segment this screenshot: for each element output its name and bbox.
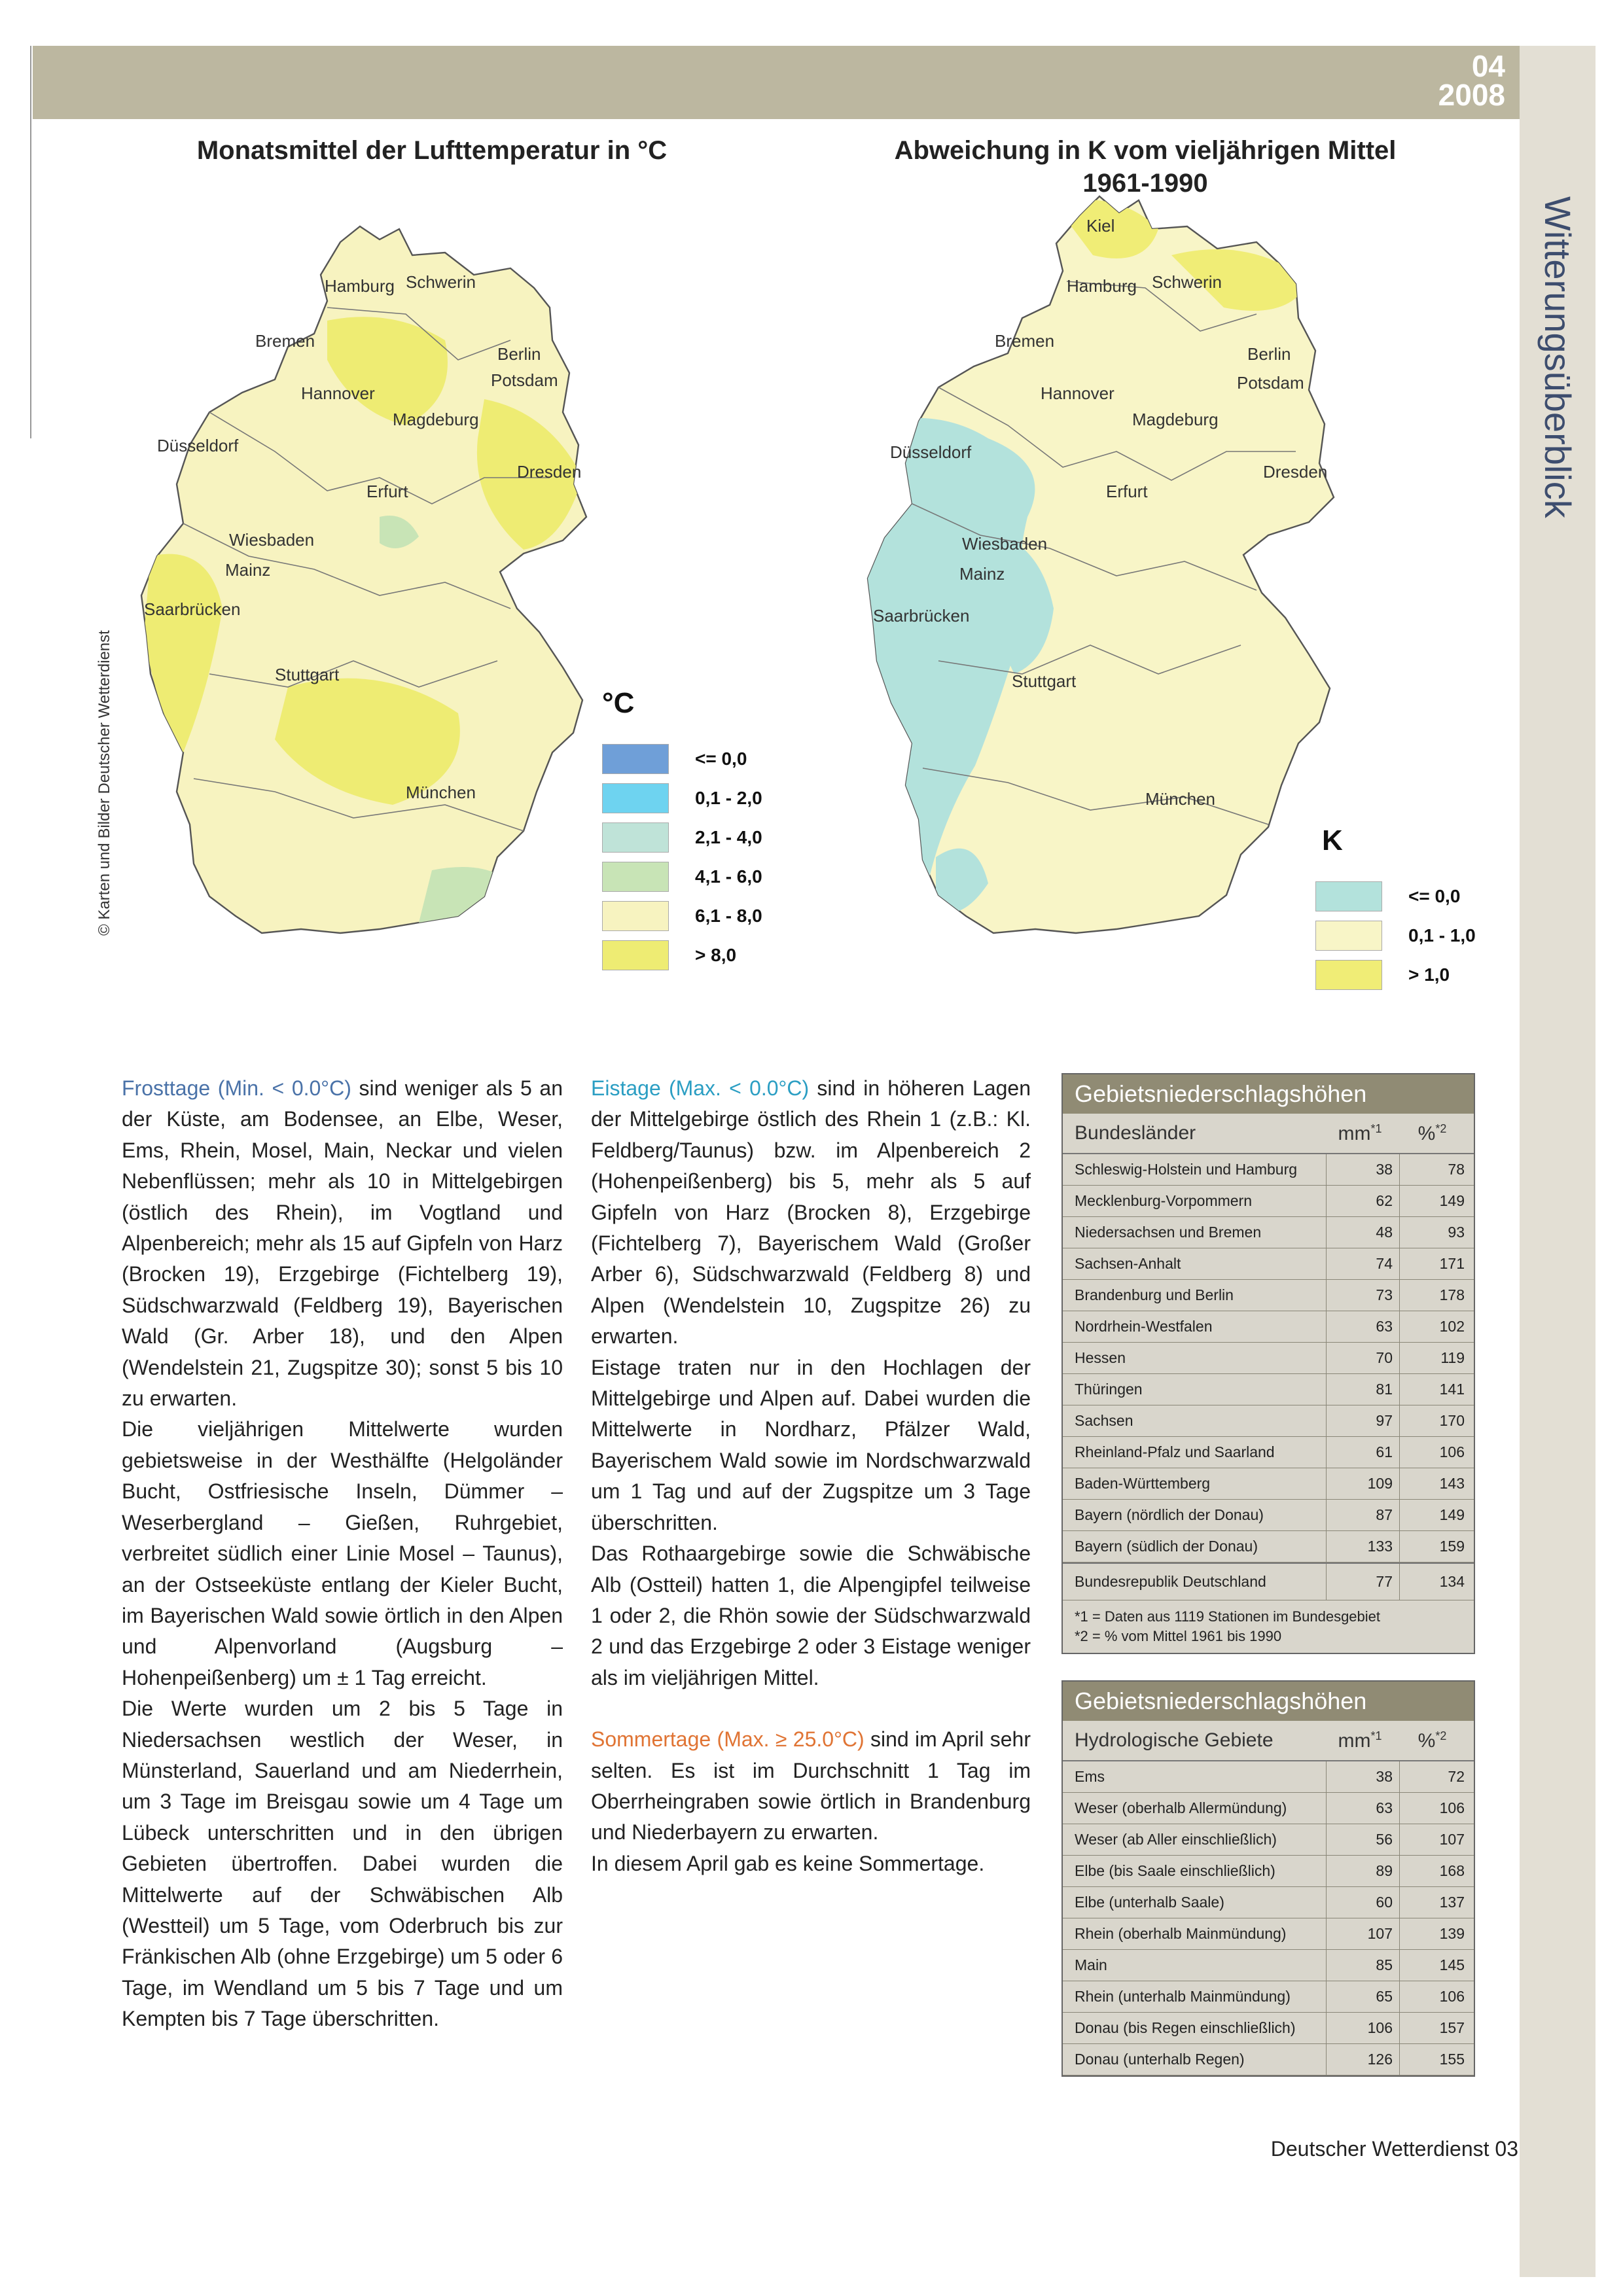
city-erfurt-left: Erfurt [366,482,408,501]
table-row [1063,1887,1474,1918]
legend-deviation [1315,877,1476,995]
cell-mm: 85 [1327,1950,1400,1981]
legend-label: > 1,0 [1408,964,1450,985]
cell-mm: 81 [1327,1374,1400,1405]
temperature-map [131,216,681,981]
legend-swatch [1315,921,1382,951]
cell-mm: 56 [1327,1824,1400,1855]
col-header-mm-sup: *1 [1370,1729,1382,1742]
image-credit-text: © Karten und Bilder Deutscher Wetterdienst [96,630,113,936]
table-hydrologische-gebiete [1061,1680,1475,2077]
table-row [1063,1280,1474,1311]
frosttage-text: sind weniger als 5 an der Küste, am Bodensee, an Elbe, Weser, Ems, Rhein, Mosel, Main, Neckar und vielen Nebenflüssen; mehr als 10 in Mittelgebirgen (östlich des Rhein), im Vogtland und Alpenbereich; mehr als 15 auf Gipfeln von Harz (Brocken 19), Erzgebirge (Fichtelberg 19), Südschwarzwald (Feldberg 19), Bayerischen Wald (Gr. Arber 18), und den Alpen (Wendelstein 21, Zugspitze 30); sonst 5 bis 10 zu erwarten. [122,1076,563,1411]
cell-pct: 102 [1439,1318,1465,1335]
city-potsdam-left: Potsdam [491,370,558,390]
cell-pct: 155 [1439,2051,1465,2068]
table-row [1063,1248,1474,1280]
table-row [1063,1981,1474,2013]
col-header-pct-sup: *2 [1435,1122,1447,1135]
cell-name: Weser (ab Aller einschließlich) [1063,1824,1327,1855]
legend-label: > 8,0 [695,945,737,965]
cell-name: Rheinland-Pfalz und Saarland [1063,1437,1327,1468]
cell-name: Ems [1063,1761,1327,1792]
map-title-temperature: Monatsmittel der Lufttemperatur in °C [196,136,668,165]
city-hannover-right: Hannover [1041,383,1115,403]
col-header-mm [1327,1729,1400,1752]
col-header-mm [1327,1122,1400,1145]
legend-label: 4,1 - 6,0 [695,866,762,887]
cell-pct: 145 [1439,1956,1465,1973]
footnote-1: *1 = Daten aus 1119 Stationen im Bundesgebiet [1075,1608,1381,1625]
cell-pct: 137 [1439,1894,1465,1911]
col-header-mm-sup: *1 [1370,1122,1382,1135]
cell-pct: 141 [1439,1381,1465,1398]
legend-row [602,818,762,857]
city-dresden-right: Dresden [1263,462,1328,482]
city-potsdam-right: Potsdam [1237,373,1304,393]
cell-name: Sachsen-Anhalt [1063,1248,1327,1279]
cell-mm: 62 [1327,1186,1400,1216]
legend-label: 6,1 - 8,0 [695,906,762,926]
city-saarbruecken-left: Saarbrücken [144,599,241,619]
heading-frosttage: Frosttage (Min. < 0.0°C) [122,1076,351,1100]
city-schwerin-right: Schwerin [1152,272,1222,292]
paragraph-abweichung: Die Werte wurden um 2 bis 5 Tage in Niedersachsen westlich der Weser, in Münsterland, Sauerland und am Niederrhein, um 3 Tage im Breisgau sowie um 4 Tage um Lübeck unterschritten und in den übrigen Gebieten übertroffen. Dabei wurden die Mittelwerte auf der Schwäbischen Alb (Westteil) um 5 Tage, vom Oderbruch bis zur Fränkischen Alb (ohne Erzgebirge) um 5 oder 6 Tage, im Wendland um 5 bis 7 Tage und um Kempten bis 7 Tage überschritten. [122,1697,563,2031]
sidebar-title-text: Witterungsüberblick [1537,196,1578,518]
cell-pct: 78 [1448,1161,1465,1178]
col-header-name: Hydrologische Gebiete [1075,1729,1274,1751]
table-header [1063,1114,1474,1154]
cell-name: Weser (oberhalb Allermündung) [1063,1793,1327,1824]
spacer [591,1693,1031,1724]
cell-name: Sachsen [1063,1405,1327,1436]
cell-mm: 70 [1327,1343,1400,1373]
heading-eistage: Eistage (Max. < 0.0°C) [591,1076,810,1100]
city-wiesbaden-left: Wiesbaden [229,530,315,550]
page-footer [1217,2137,1518,2161]
city-kiel-right: Kiel [1086,216,1115,236]
cell-mm: 89 [1327,1856,1400,1886]
table-row [1063,1311,1474,1343]
sidebar-title [1526,196,1589,537]
footer-page-number: 03 [1495,2137,1518,2161]
table-row [1063,2044,1474,2075]
cell-mm: 63 [1327,1793,1400,1824]
cell-name: Bayern (südlich der Donau) [1063,1531,1327,1562]
legend-row [602,936,762,975]
table-row [1063,1856,1474,1887]
table-body [1063,1761,1474,2075]
text-column-eistage [591,1073,1031,1879]
legend-label: 0,1 - 1,0 [1408,925,1476,945]
cell-pct: 143 [1439,1475,1465,1492]
issue-number: 04 [1471,49,1505,83]
footnote-2: *2 = % vom Mittel 1961 bis 1990 [1075,1628,1282,1644]
cell-pct: 106 [1439,1988,1465,2005]
cell-name: Schleswig-Holstein und Hamburg [1063,1154,1327,1185]
legend-swatch [602,822,669,853]
cell-mm: 65 [1327,1981,1400,2012]
table-row [1063,1950,1474,1981]
table-row-total [1063,1563,1474,1600]
issue-year: 2008 [1438,78,1505,112]
map-title-deviation-text: Abweichung in K vom vieljährigen Mittel 1961-1990 [894,136,1397,198]
legend-label: 0,1 - 2,0 [695,788,762,808]
cell-pct: 178 [1439,1286,1465,1303]
cell-mm: 106 [1327,2013,1400,2043]
paragraph-eistage [591,1073,1031,1352]
legend-swatch [602,744,669,774]
cell-pct: 106 [1439,1443,1465,1460]
table-title: Gebietsniederschlagshöhen [1063,1682,1474,1721]
legend-row [602,739,762,779]
legend-label: 2,1 - 4,0 [695,827,762,847]
cell-pct: 139 [1439,1925,1465,1942]
deviation-map [857,177,1433,981]
cell-name: Nordrhein-Westfalen [1063,1311,1327,1342]
col-header-pct [1400,1122,1471,1145]
table-row [1063,1468,1474,1500]
legend-temperature [602,739,762,975]
table-header [1063,1721,1474,1761]
cell-pct: 168 [1439,1862,1465,1879]
city-hamburg-right: Hamburg [1067,276,1137,296]
cell-name: Baden-Württemberg [1063,1468,1327,1499]
col-header-pct-text: % [1418,1122,1436,1144]
legend-label: <= 0,0 [1408,886,1461,906]
cell-name: Rhein (oberhalb Mainmündung) [1063,1918,1327,1949]
city-dresden-left: Dresden [517,462,582,482]
table-row [1063,1500,1474,1531]
cell-mm: 87 [1327,1500,1400,1530]
cell-name: Hessen [1063,1343,1327,1373]
cell-pct: 134 [1439,1573,1465,1590]
cell-mm: 133 [1327,1531,1400,1562]
legend-swatch [602,940,669,970]
table-row [1063,1793,1474,1824]
cell-pct: 157 [1439,2019,1465,2036]
paragraph-frosttage [122,1073,563,1414]
cell-pct: 170 [1439,1412,1465,1429]
legend-row [1315,916,1476,955]
table-bundeslaender [1061,1073,1475,1654]
city-wiesbaden-right: Wiesbaden [962,534,1048,554]
table-row [1063,1343,1474,1374]
cell-mm: 77 [1327,1564,1400,1600]
city-mainz-right: Mainz [959,564,1005,584]
col-header-pct [1400,1729,1471,1752]
city-muenchen-left: München [406,783,476,802]
city-magdeburg-right: Magdeburg [1132,410,1219,429]
cell-pct: 159 [1439,1538,1465,1555]
table-title: Gebietsniederschlagshöhen [1063,1074,1474,1114]
city-berlin-right: Berlin [1247,344,1291,364]
cell-pct: 119 [1440,1349,1465,1366]
cell-name: Thüringen [1063,1374,1327,1405]
cell-mm: 97 [1327,1405,1400,1436]
cell-mm: 109 [1327,1468,1400,1499]
cell-name: Brandenburg und Berlin [1063,1280,1327,1311]
col-header-mm-text: mm [1338,1729,1371,1752]
legend-row [1315,877,1476,916]
cell-mm: 60 [1327,1887,1400,1918]
city-stuttgart-left: Stuttgart [275,665,340,684]
table-row [1063,2013,1474,2044]
cell-mm: 126 [1327,2044,1400,2075]
table-row [1063,1437,1474,1468]
table-row [1063,1405,1474,1437]
cell-mm: 107 [1327,1918,1400,1949]
cell-name: Donau (unterhalb Regen) [1063,2044,1327,2075]
legend-row [602,857,762,896]
table-row [1063,1154,1474,1186]
city-muenchen-right: München [1145,789,1215,809]
city-duesseldorf-left: Düsseldorf [157,436,239,455]
cell-mm: 63 [1327,1311,1400,1342]
legend-temperature-unit: °C [602,687,635,719]
col-header-name: Bundesländer [1075,1122,1196,1144]
sommertage-text: sind im April sehr selten. Es ist im Durchschnitt 1 Tag im Oberrheingraben sowie örtlich in Brandenburg und Niederbayern zu erwarten. [591,1727,1031,1845]
cell-name: Donau (bis Regen einschließlich) [1063,2013,1327,2043]
heading-sommertage: Sommertage (Max. ≥ 25.0°C) [591,1727,865,1752]
cell-pct: 149 [1439,1192,1465,1209]
city-hannover-left: Hannover [301,383,375,403]
col-header-pct-text: % [1418,1729,1436,1752]
legend-swatch [602,862,669,892]
cell-pct: 72 [1448,1768,1465,1785]
paragraph-keine-sommertage: In diesem April gab es keine Sommertage. [591,1851,985,1875]
cell-pct: 171 [1439,1255,1465,1272]
city-saarbruecken-right: Saarbrücken [873,606,970,626]
table-row [1063,1531,1474,1563]
cell-pct: 107 [1439,1831,1465,1848]
city-magdeburg-left: Magdeburg [393,410,479,429]
city-mainz-left: Mainz [225,560,271,580]
cell-mm: 61 [1327,1437,1400,1468]
legend-deviation-unit: K [1322,824,1343,857]
col-header-pct-sup: *2 [1435,1729,1447,1742]
cell-pct: 106 [1439,1799,1465,1816]
cell-name: Elbe (unterhalb Saale) [1063,1887,1327,1918]
cell-name: Bayern (nördlich der Donau) [1063,1500,1327,1530]
city-berlin-left: Berlin [497,344,541,364]
region-cool-alps [419,867,524,924]
city-bremen-left: Bremen [255,331,315,351]
city-bremen-right: Bremen [995,331,1055,351]
header-band [33,46,1520,119]
cell-mm: 73 [1327,1280,1400,1311]
cell-pct: 149 [1439,1506,1465,1523]
eistage-text: sind in höheren Lagen der Mittelgebirge östlich des Rhein 1 (z.B.: Kl. Feldberg/Taunus) bzw. im Alpenbereich 2 (Hohenpeißenberg) bis 5, mehr als 5 auf Gipfeln von Harz (Brocken 8), Erzgebirge (Fichtelberg 7), Bayerischem Wald (Großer Arber 6), Südschwarzwald (Feldberg 8) und Alpen (Wendelstein 10, Zugspitze 26) zu erwarten. [591,1076,1031,1349]
table-row [1063,1761,1474,1793]
table-row [1063,1824,1474,1856]
cell-mm: 74 [1327,1248,1400,1279]
paragraph-mittelwerte: Die vieljährigen Mittelwerte wurden gebietsweise in der Westhälfte (Helgoländer Bucht, Ostfriesische Inseln, Dümmer – Weserbergland – Gießen, Ruhrgebiet, verbreitet südlich einer Linie Mosel – Taunus), an der Ostseeküste entlang der Kieler Bucht, im Bayerischen Wald sowie örtlich in den Alpen und Alpenvorland (Augsburg – Hohenpeißenberg) um ± 1 Tag erreicht. [122,1417,563,1689]
cell-name: Niedersachsen und Bremen [1063,1217,1327,1248]
cell-name: Mecklenburg-Vorpommern [1063,1186,1327,1216]
table-footnotes [1063,1600,1474,1653]
cell-name: Rhein (unterhalb Mainmündung) [1063,1981,1327,2012]
cell-pct: 93 [1448,1224,1465,1241]
col-header-mm-text: mm [1338,1122,1371,1144]
image-credit [92,563,118,936]
table-row [1063,1217,1474,1248]
footer-publisher: Deutscher Wetterdienst [1270,2137,1489,2161]
text-column-frosttage [122,1073,563,2035]
table-row [1063,1374,1474,1405]
city-hamburg-left: Hamburg [325,276,395,296]
legend-swatch [1315,881,1382,911]
left-margin-rule [30,46,31,438]
cell-name: Elbe (bis Saale einschließlich) [1063,1856,1327,1886]
legend-row [602,779,762,818]
table-row [1063,1918,1474,1950]
paragraph-eistage-hochlagen: Eistage traten nur in den Hochlagen der Mittelgebirge und Alpen auf. Dabei wurden die Mittelwerte in Nordharz, Pfälzer Wald, Bayerischem Wald sowie im Nordschwarzwald um 1 Tag und auf der Zugspitze um 3 Tage überschritten. [591,1355,1031,1534]
cell-mm: 38 [1327,1154,1400,1185]
paragraph-sommertage [591,1724,1031,1848]
legend-row [1315,955,1476,995]
city-stuttgart-right: Stuttgart [1012,671,1077,691]
city-duesseldorf-right: Düsseldorf [890,442,972,462]
table-body [1063,1154,1474,1563]
city-erfurt-right: Erfurt [1106,482,1148,501]
legend-swatch [602,783,669,813]
legend-swatch [1315,960,1382,990]
legend-row [602,896,762,936]
cell-name: Bundesrepublik Deutschland [1063,1564,1327,1600]
table-row [1063,1186,1474,1217]
cell-mm: 38 [1327,1761,1400,1792]
cell-name: Main [1063,1950,1327,1981]
legend-label: <= 0,0 [695,749,747,769]
cell-mm: 48 [1327,1217,1400,1248]
city-schwerin-left: Schwerin [406,272,476,292]
paragraph-eistage-weniger: Das Rothaargebirge sowie die Schwäbische Alb (Ostteil) hatten 1, die Alpengipfel teilweise 1 oder 2, die Rhön sowie der Südschwarzwald 2 und das Erzgebirge 2 oder 3 Eistage weniger als im vieljährigen Mittel. [591,1542,1031,1689]
legend-swatch [602,901,669,931]
